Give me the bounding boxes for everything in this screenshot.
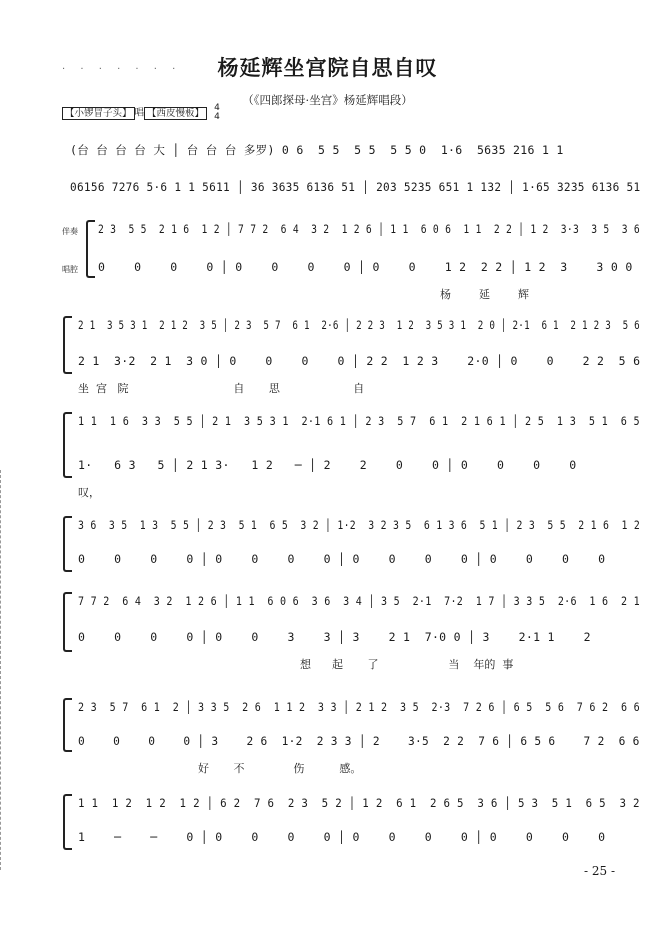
intro-label: 【小锣冒子头】 xyxy=(62,107,135,120)
system3-vocal: 1· 6 3 5 │ 2 1 3· 1 2 ─ │ 2 2 0 0 │ 0 0 0 0 xyxy=(78,458,577,472)
system2-vocal: 2 1 3·2 2 1 3 0 │ 0 0 0 0 │ 2 2 1 2 3 2·0 │ 0 0 2 2 5 6 xyxy=(78,354,641,368)
sing-marker: 唱 xyxy=(134,107,145,119)
system1-lyrics: 杨 延 辉 xyxy=(440,288,529,301)
system4-accomp: 3 6 3 5 1 3 5 5 │ 2 3 5 1 6 5 3 2 │ 1·2 3 2 3 5 6 1 3 6 5 1 │ 2 3 5 5 2 1 6 1 2 xyxy=(78,518,641,532)
system3-lyrics: 叹， xyxy=(78,486,100,499)
system5-accomp: 7 7 2 6 4 3 2 1 2 6 │ 1 1 6 0 6 3 6 3 4 │ 3 5 2·1 7·2 1 7 │ 3 3 5 2·6 1 6 2 1 xyxy=(78,594,640,608)
system4-vocal: 0 0 0 0 │ 0 0 0 0 │ 0 0 0 0 │ 0 0 0 0 xyxy=(78,552,606,566)
decorative-dots: · · · · · · · xyxy=(62,64,182,75)
system6-vocal: 0 0 0 0 │ 3 2 6 1·2 2 3 3 │ 2 3·5 2 2 7 6 │ 6 5 6 7 2 6 6 xyxy=(78,734,640,748)
mode-label: 【西皮慢板】 xyxy=(144,107,207,120)
system6-lyrics: 好 不 伤 感。 xyxy=(198,762,362,775)
staff-brace-3 xyxy=(63,412,72,478)
system2-lyrics: 坐 宫 院 自 思 自 xyxy=(78,382,365,395)
staff-brace-2 xyxy=(63,316,72,374)
system1-accomp: 2 3 5 5 2 1 6 1 2 │ 7 7 2 6 4 3 2 1 2 6 │ 1 1 6 0 6 1 1 2 2 │ 1 2 3·3 3 5 3 6 xyxy=(98,222,640,236)
system7-vocal: 1 ─ ─ 0 │ 0 0 0 0 │ 0 0 0 0 │ 0 0 0 0 xyxy=(78,830,606,844)
system2-accomp: 2 1 3 5 3 1 2 1 2 3 5 │ 2 3 5 7 6 1 2·6 │ 2 2 3 1 2 3 5 3 1 2 0 │ 2·1 6 1 2 1 2 3 5 6 xyxy=(78,318,640,332)
system7-accomp: 1 1 1 2 1 2 1 2 │ 6 2 7 6 2 3 5 2 │ 1 2 6 1 2 6 5 3 6 │ 5 3 5 1 6 5 3 2 xyxy=(78,796,640,810)
staff-brace-7 xyxy=(63,794,72,850)
page-edge-mark xyxy=(0,470,3,870)
system5-lyrics: 想 起 了 当 年的 事 xyxy=(300,658,514,671)
accompaniment-label: 伴奏 xyxy=(62,227,78,236)
system1-vocal: 0 0 0 0 │ 0 0 0 0 │ 0 0 1 2 2 2 │ 1 2 3 3 0 0 xyxy=(98,260,633,274)
page-number: - 25 - xyxy=(583,864,615,878)
staff-brace-6 xyxy=(63,698,72,752)
system6-accomp: 2 3 5 7 6 1 2 │ 3 3 5 2 6 1 1 2 3 3 │ 2 1 2 3 5 2·3 7 2 6 │ 6 5 5 6 7 6 2 6 6 xyxy=(78,700,640,714)
time-signature: 4 4 xyxy=(214,103,220,122)
intro-line-2: 06156 7276 5·6 1 1 5611 │ 36 3635 6136 51 │ 203 5235 651 1 132 │ 1·65 3235 6136 51 xyxy=(70,180,641,194)
system3-accomp: 1 1 1 6 3 3 5 5 │ 2 1 3 5 3 1 2·1 6 1 │ 2 3 5 7 6 1 2 1 6 1 │ 2 5 1 3 5 1 6 5 xyxy=(78,414,640,428)
staff-brace-5 xyxy=(63,592,72,652)
intro-line-1: (台 台 台 台 大 │ 台 台 台 多罗) 0 6 5 5 5 5 5 5 0 1·6 5635 216 1 1 xyxy=(70,143,564,157)
staff-brace-4 xyxy=(63,516,72,572)
vocal-label: 唱腔 xyxy=(62,265,78,274)
song-title: 杨延辉坐宫院自思自叹 xyxy=(217,56,438,80)
song-subtitle: （《四郎探母·坐宫》杨延辉唱段） xyxy=(242,93,413,107)
score-header xyxy=(62,104,220,122)
system5-vocal: 0 0 0 0 │ 0 0 3 3 │ 3 2 1 7·0 0 │ 3 2·1 1 2 xyxy=(78,630,591,644)
staff-brace-1 xyxy=(86,220,95,278)
